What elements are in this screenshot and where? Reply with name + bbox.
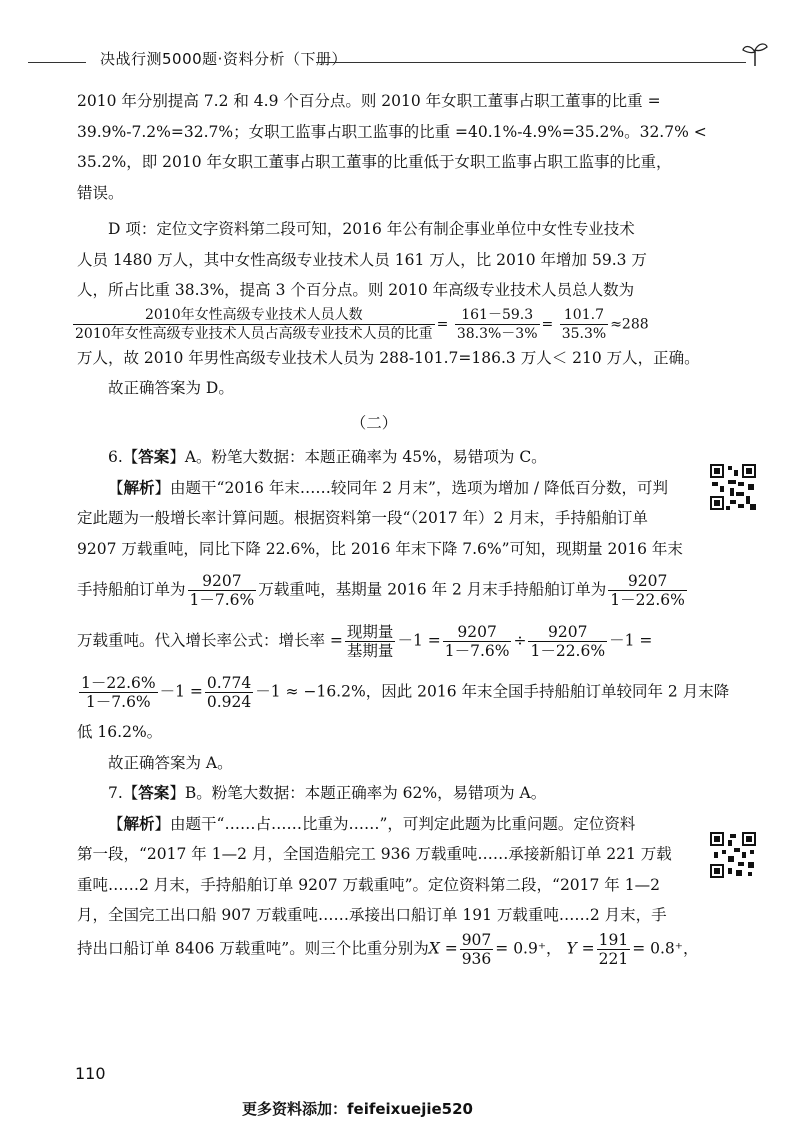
numerator: 0.774 [206,674,252,692]
formula-4 [77,674,730,711]
denominator: 0.924 [206,693,252,711]
numerator: 101.7 [560,306,608,325]
fraction [455,306,540,343]
answer-text: 】A。粉笔大数据：本题正确率为 45%，易错项为 C。 [169,448,547,466]
header-rule-right [316,62,746,63]
text-line: 第一段，“2017 年 1—2 月，全国造船完工 936 万载重吨……承接新船订单 221 万载 [77,845,672,863]
fraction [608,572,687,609]
answer-line: 故正确答案为 D。 [108,379,234,397]
formula-text: 持出口船订单 8406 万载重吨”。则三个比重分别为 [77,939,429,957]
denominator: 1－7.6% [444,642,510,660]
denominator: 基期量 [346,642,394,660]
numerator: 9207 [188,572,257,591]
q7-answer [77,778,671,809]
denominator: 1－7.6% [85,693,151,711]
equals-sign: = [436,316,449,332]
formula-text: = 0.8⁺， [632,939,699,957]
formula-text: －1 = [397,631,441,650]
denominator: 221 [598,949,629,968]
numerator: 907 [461,930,492,949]
text-line: 错误。 [77,183,124,202]
numerator: 2010年女性高级专业技术人员人数 [73,306,435,325]
divide-sign: ÷ [513,631,527,650]
formula-tail: ≈288 [610,316,649,332]
fraction [443,623,512,660]
page-content [75,86,730,968]
qr-code-icon[interactable] [708,830,758,880]
q6-analysis [77,473,683,565]
text-line: 2010 年分别提高 7.2 和 4.9 个百分点。则 2010 年女职工董事占职工董事的比重 = [77,92,661,110]
paragraph-2 [77,214,671,306]
denominator: 38.3%－3% [456,325,538,342]
numerator: 191 [598,930,629,949]
section-heading: （二） [350,413,398,432]
text-line: 人，所占比重 38.3%，提高 3 个百分点。则 2010 年高级专业技术人员总人数为 [77,281,635,299]
fraction [79,674,158,711]
formula-2 [77,572,685,609]
numerator: 161－59.3 [455,306,540,325]
footer-note: 更多资料添加：feifeixuejie520 [242,1100,473,1118]
denominator: 1－22.6% [610,591,685,609]
answer-label: 答案 [138,783,170,802]
denominator: 1－7.6% [189,591,255,609]
analysis-label: 解析 [123,477,155,497]
analysis-label: 解析 [123,813,155,833]
fraction [73,306,435,343]
qr-code-icon[interactable] [708,462,758,512]
variable-y: Y = [566,939,595,957]
text-line: D 项：定位文字资料第二段可知，2016 年公有制企事业单位中女性专业技术 [108,220,635,238]
text-line: 39.9%-7.2%=32.7%；女职工监事占职工监事的比重 =40.1%-4.9%=35.2%。32.7% < [77,122,707,141]
denominator: 936 [461,949,492,968]
numerator: 9207 [528,623,607,642]
variable-x: X = [428,939,458,957]
formula-text: －1 ≈ −16.2%，因此 2016 年末全国手持船舶订单较同年 2 月末降 [255,682,730,701]
text-line: 9207 万载重吨，同比下降 22.6%，比 2016 年末下降 7.6%”可知，现期量 2016 年末 [77,539,683,558]
text-line: 】由题干“……占……比重为……”，可判定此题为比重问题。定位资料 [154,814,636,833]
fraction [460,931,494,968]
q6-answer [77,442,671,473]
formula-text: －1 = [159,682,203,701]
text-line: 月，全国完工出口船 907 万载重吨……承接出口船订单 191 万载重吨……2 月末，手 [77,906,667,924]
numerator: 1－22.6% [81,674,156,692]
text-line: 定此题为一般增长率计算问题。根据资料第一段“（2017 年）2 月末，手持船舶订单 [77,509,648,527]
page-header [28,40,758,70]
header-rule-left [28,62,86,63]
answer-label: 答案 [138,447,170,466]
equals-sign: = [541,316,554,332]
numerator: 现期量 [346,623,394,641]
formula-1 [71,306,671,343]
fraction [345,623,396,660]
formula-5 [77,930,699,968]
formula-text: 万载重吨。代入增长率公式：增长率 = [77,631,343,650]
fraction [188,572,257,609]
text-line: 人员 1480 万人，其中女性高级专业技术人员 161 万人，比 2010 年增加 59.3 万 [77,250,647,269]
fraction [205,674,253,711]
fraction [597,931,631,968]
denominator: 1－22.6% [530,642,606,660]
bracket: 7.【 [108,784,139,802]
numerator: 9207 [608,572,687,591]
formula-text: = 0.9⁺， [495,939,562,957]
denominator: 35.3% [561,325,607,342]
fraction [528,623,607,660]
bracket: 【 [108,478,124,497]
header-title: 决战行测5000题·资料分析（下册） [100,50,347,68]
sprout-icon [740,40,770,68]
paragraph-3 [77,343,700,374]
q7-analysis [77,809,671,931]
bracket: 6.【 [108,448,139,466]
text-line: 重吨……2 月末，手持船舶订单 9207 万载重吨”。定位资料第二段，“2017 年 1—2 [77,875,660,894]
text-line: 35.2%，即 2010 年女职工董事占职工董事的比重低于女职工监事占职工监事的比重， [77,153,672,171]
denominator: 2010年女性高级专业技术人员占高级专业技术人员的比重 [75,325,433,342]
text-line: 】由题干“2016 年末……较同年 2 月末”，选项为增加 / 降低百分数，可判 [154,478,669,497]
formula-3 [77,623,671,660]
answer-text: 】B。粉笔大数据：本题正确率为 62%，易错项为 A。 [169,784,547,802]
text-line: 低 16.2%。 [77,723,163,741]
text-line: 万人，故 2010 年男性高级专业技术人员为 288-101.7=186.3 万人＜ 210 万人，正确。 [77,348,700,367]
formula-text: 手持船舶订单为 [77,580,186,599]
answer-line: 故正确答案为 A。 [108,753,233,772]
fraction [560,306,608,343]
formula-text: 万载重吨，基期量 2016 年 2 月末手持船舶订单为 [258,580,607,599]
bracket: 【 [108,814,124,833]
formula-text: －1 = [609,631,653,650]
page-number: 110 [75,1064,106,1083]
paragraph-1 [77,86,707,208]
numerator: 9207 [443,623,512,642]
